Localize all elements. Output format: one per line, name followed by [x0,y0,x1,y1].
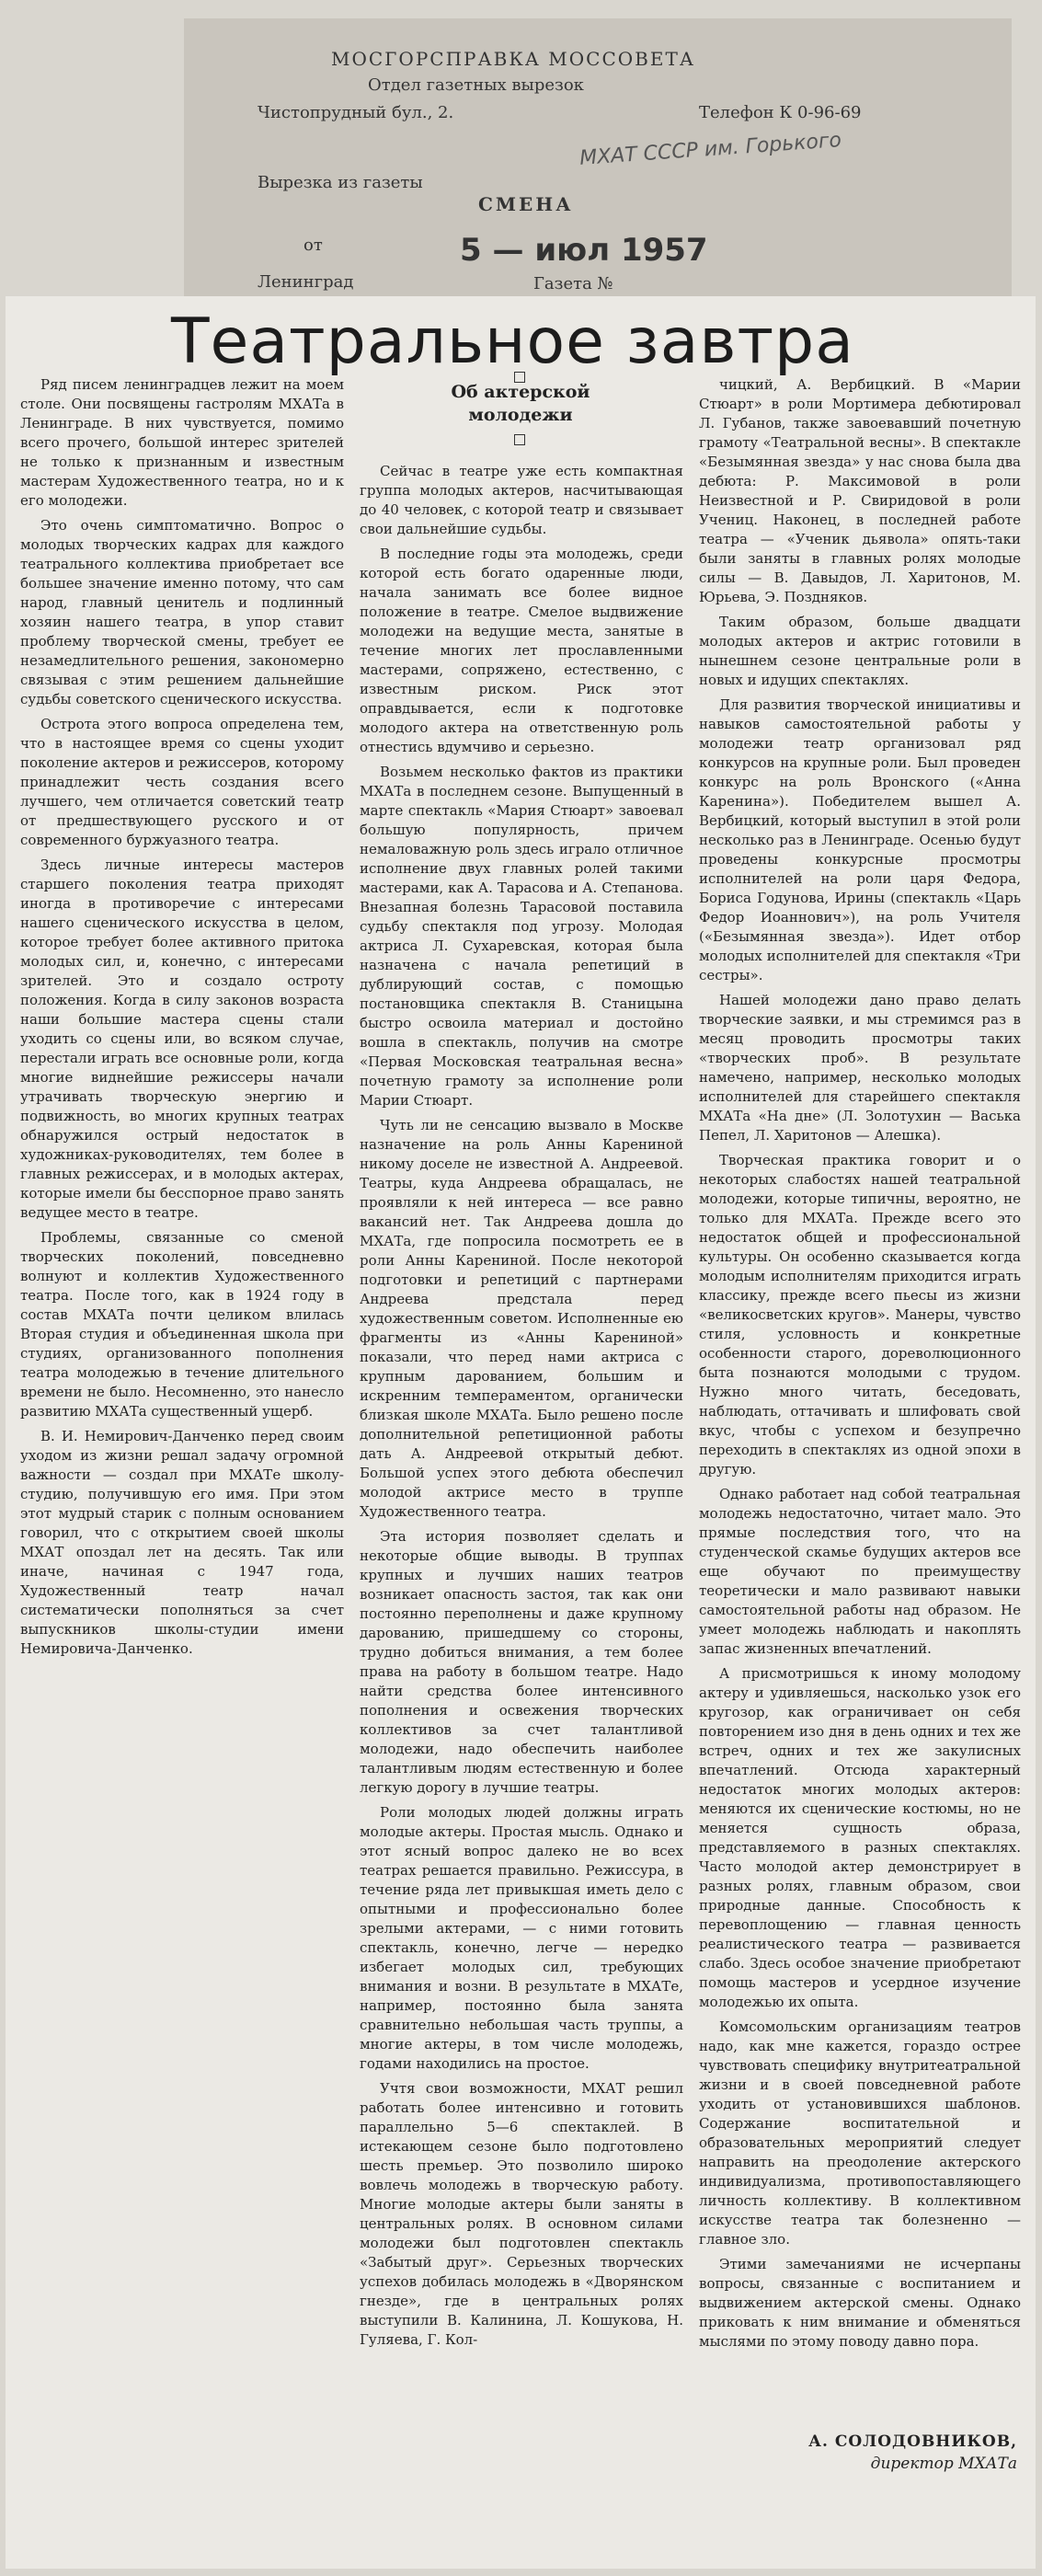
handwritten-note: МХАТ СССР им. Горького [578,129,842,170]
paragraph: Это очень симптоматично. Вопрос о молодых творческих кадрах для каждого театрального коллектива приобретает все большее значение именно потому, что сам народ, главный ценитель и подлинный хозяин нашего театра, в упор ставит проблему творческой смены, требует ее незамедлительного решения, закономерно связывая с этим решением дальнейшие судьбы советского сценического искусства. [20,517,344,707]
gazette-number-label: Газета № [533,274,613,293]
square-ornament-icon [514,434,525,445]
paragraph: Таким образом, больше двадцати молодых актеров и актрис готовили в нынешнем сезоне центральные роли в новых и идущих спектаклях. [699,614,1021,688]
author-signature [704,2431,1017,2475]
stamped-date: 5 — июл 1957 [460,232,708,269]
paragraph: Для развития творческой инициативы и навыков самостоятельной работы у молодежи театр организовал ряд конкурсов на крупные роли. Был проведен конкурс на роль Вронского («Анна Каренина»). Победителем вышел А. Вербицкий, который выступил в этой роли несколько раз в Ленинграде. Осенью будут проведены конкурсные просмотры исполнителей на роли царя Федора, Бориса Годунова, Ирины (спектакль «Царь Федор Иоаннович»), на роль Учителя («Безымянная звезда»). Идет отбор молодых исполнителей для спектакля «Три сестры». [699,696,1021,983]
paragraph: Проблемы, связанные со сменой творческих поколений, повседневно волнуют и коллектив Художественного театра. После того, как в 1924 году в состав МХАТа почти целиком влилась Вторая студия и объединенная школа при студиях, организованного пополнения театра молодежью в течение длительного времени не было. Несомненно, это нанесло развитию МХАТа существенный ущерб. [20,1229,344,1420]
paragraph: Чуть ли не сенсацию вызвало в Москве назначение на роль Анны Карениной никому доселе не известной А. Андреевой. Театры, куда Андреева обращалась, не проявляли к ней интереса — все равно вакансий нет. Так Андреева дошла до МХАТа, где попросила посмотреть ее в роли Анны Карениной. После некоторой подготовки и репетиций с партнерами Андреева предстала перед художественным советом. Исполненные ею фрагменты из «Анны Карениной» показали, что перед нами актриса с крупным дарованием, большим и искренним темпераментом, органически близкая школе МХАТа. Было решено после дополнительной репетиционной работы дать А. Андреевой открытый дебют. Большой успех этого дебюта обеспечил молодой актрисе место в труппе Художественного театра. [360,1117,683,1520]
department-name: Отдел газетных вырезок [368,75,584,95]
cut-from-label: Вырезка из газеты [258,173,423,192]
article-column-2 [360,462,683,2559]
city-label: Ленинград [258,272,354,292]
author-role: директор МХАТа [870,2455,1017,2473]
from-label: от [303,236,323,255]
clipping-service-slip [184,18,1012,313]
paragraph: Сейчас в театре уже есть компактная группа молодых актеров, насчитывающая до 40 человек, с которой театр и связывает свои дальнейшие судьбы. [360,463,683,537]
paragraph: Возьмем несколько фактов из практики МХАТа в последнем сезоне. Выпущенный в марте спектакль «Мария Стюарт» завоевал большую популярность, причем немаловажную роль здесь играло отличное исполнение двух главных ролей такими мастерами, как А. Тарасова и А. Степанова. Внезапная болезнь Тарасовой поставила судьбу спектакля под угрозу. Молодая актриса Л. Сухаревская, которая была назначена с начала репетиций в дублирующий состав, с помощью постановщика спектакля В. Станицына быстро освоила материал и достойно вошла в спектакль, получив на смотре «Первая Московская театральная весна» почетную грамоту за исполнение роли Марии Стюарт. [360,764,683,1109]
paragraph: Однако работает над собой театральная молодежь недостаточно, читает мало. Это прямые последствия того, что на студенческой скамье будущих актеров все еще обучают по преимуществу теоретически и мало развивают навыки самостоятельной работы над образом. Не умеет молодежь наблюдать и накоплять запас жизненных впечатлений. [699,1486,1021,1657]
paragraph: Учтя свои возможности, МХАТ решил работать более интенсивно и готовить параллельно 5—6 спектаклей. В истекающем сезоне было подготовлено шесть премьер. Это позволило широко вовлечь молодежь в творческую работу. Многие молодые актеры были заняты в центральных ролях. В основном силами молодежи был подготовлен спектакль «Забытый друг». Серьезных творческих успехов добилась молодежь в «Дворянском гнезде», где в центральных ролях выступили В. Калинина, Л. Кошукова, Н. Гуляева, Г. Кол- [360,2080,683,2348]
paragraph: Острота этого вопроса определена тем, что в настоящее время со сцены уходит поколение актеров и режиссеров, которому принадлежит честь создания всего лучшего, чем отличается советский театр от предшествующего русского и от современного буржуазного театра. [20,716,344,848]
article-subhead: Об актерской молодежи [451,382,590,425]
article-column-1 [20,375,344,1884]
paragraph: Здесь личные интересы мастеров старшего поколения театра приходят иногда в противоречие с интересами нашего сценического искусства в целом, которое требует более активного притока молодых сил, и, конечно, с интересами зрителей. Это и создало остроту положения. Когда в силу законов возраста наши большие мастера сцены стали уходить со сцены или, во всяком случае, перестали играть все основные роли, когда многие виднейшие режиссеры начали утрачивать творческую энергию и подвижность, во многих крупных театрах обнаружился острый недостаток в художниках-руководителях, тем более в главных режиссерах, и в молодых актерах, которые имели бы бесспорное право занять ведущее место в театре. [20,857,344,1221]
agency-phone: Телефон К 0-96-69 [699,103,862,122]
article-column-3 [699,375,1021,2399]
paragraph: А присмотришься к иному молодому актеру и удивляешься, насколько узок его кругозор, как ограничивает он себя повторением изо дня в день одних и тех же встреч, одних и тех же закулисных впечатлений. Отсюда характерный недостаток многих молодых актеров: меняются их сценические костюмы, но не меняется сущность образа, представляемого в разных спектаклях. Часто молодой актер демонстрирует в разных ролях, главным образом, свои природные данные. Способность к перевоплощению — главная ценность реалистического театра — развивается слабо. Здесь особое значение приобретают помощь мастеров и усердное изучение молодежью их опыта. [699,1665,1021,2010]
paragraph: Роли молодых людей должны играть молодые актеры. Простая мысль. Однако и этот ясный вопрос далеко не во всех театрах решается правильно. Режиссура, в течение ряда лет привыкшая иметь дело с опытными и профессионально более зрелыми актерами, — с ними готовить спектакль, конечно, легче — нередко избегает молодых сил, требующих внимания и возни. В результате в МХАТе, например, постоянно была занята сравнительно небольшая часть труппы, а многие актеры, в том числе молодежь, годами находились на простое. [360,1804,683,2072]
paragraph: Нашей молодежи дано право делать творческие заявки, и мы стремимся раз в месяц проводить просмотры таких «творческих проб». В результате намечено, например, несколько молодых исполнителей для старейшего спектакля МХАТа «На дне» (Л. Золотухин — Васька Пепел, Л. Харитонов — Алешка). [699,992,1021,1144]
newspaper-clipping [6,296,1036,2569]
paragraph: чицкий, А. Вербицкий. В «Марии Стюарт» в роли Мортимера дебютировал Л. Губанов, также завоевавший почетную грамоту «Театральной весны». В спектакле «Безымянная звезда» у нас снова была два дебюта: Р. Максимовой в роли Неизвестной и Р. Свиридовой в роли Учениц. Наконец, в последней работе театра — «Ученик дьявола» опять-таки были заняты в главных ролях молодые силы — В. Давыдов, Л. Харитонов, М. Юрьева, Э. Поздняков. [699,376,1021,605]
paragraph: В. И. Немирович-Данченко перед своим уходом из жизни решал задачу огромной важности — создал при МХАТе школу-студию, получившую его имя. При этом этот мудрый старик с полным основанием говорил, что с открытием своей школы МХАТ опоздал лет на десять. Так или иначе, начиная с 1947 года, Художественный театр начал систематически пополняться за счет выпускников школы-студии имени Немировича-Данченко. [20,1428,344,1657]
article-headline: Театральное завтра [171,305,854,378]
author-name: А. СОЛОДОВНИКОВ, [808,2432,1017,2451]
paragraph: Эта история позволяет сделать и некоторые общие выводы. В труппах крупных и лучших наших театров возникает опасность застоя, так как они постоянно переполнены и даже крупному дарованию, пришедшему со стороны, трудно добиться внимания, а тем более права на работу в большом театре. Надо найти средства более интенсивного пополнения и освежения творческих коллективов за счет талантливой молодежи, надо обеспечить наиболее талантливым людям естественную и более легкую дорогу в лучшие театры. [360,1528,683,1796]
paragraph: В последние годы эта молодежь, среди которой есть богато одаренные люди, начала занимать все более видное положение в театре. Смелое выдвижение молодежи на ведущие места, занятые в течение многих лет прославленными мастерами, сопряжено, естественно, с известным риском. Риск этот оправдывается, если к подготовке молодого актера на ответственную роль отнестись вдумчиво и серьезно. [360,546,683,755]
newspaper-name: СМЕНА [478,193,574,215]
agency-address: Чистопрудный бул., 2. [258,103,454,122]
paragraph: Комсомольским организациям театров надо, как мне кажется, гораздо острее чувствовать специфику внутритеатральной жизни и в своей повседневной работе уходить от установившихся шаблонов. Содержание воспитательной и образовательных мероприятий следует направить на преодоление актерского индивидуализма, противопоставляющего личность коллективу. В коллективном искусстве театра так болезненно — главное зло. [699,2018,1021,2248]
paragraph: Ряд писем ленинградцев лежит на моем столе. Они посвящены гастролям МХАТа в Ленинграде. В них чувствуется, помимо всего прочего, большой интерес зрителей не только к признанным и известным мастерам Художественного театра, но и к его молодежи. [20,376,344,509]
paragraph: Этими замечаниями не исчерпаны вопросы, связанные с воспитанием и выдвижением актерской смены. Однако приковать к ним внимание и обменяться мыслями по этому поводу давно пора. [699,2256,1021,2350]
paragraph: Творческая практика говорит и о некоторых слабостях нашей театральной молодежи, которые типичны, вероятно, не только для МХАТа. Прежде всего это недостаток общей и профессиональной культуры. Он особенно сказывается когда молодым исполнителям приходится играть классику, прежде всего пьесы из жизни «великосветских кругов». Манеры, чувство стиля, условность и конкретные особенности старого, дореволюционного быта познаются молодыми с трудом. Нужно много читать, беседовать, наблюдать, оттачивать и шлифовать свой вкус, чтобы с успехом и безупречно переходить в спектаклях из одной эпохи в другую. [699,1152,1021,1478]
agency-name: МОСГОРСПРАВКА МОССОВЕТА [331,48,695,70]
